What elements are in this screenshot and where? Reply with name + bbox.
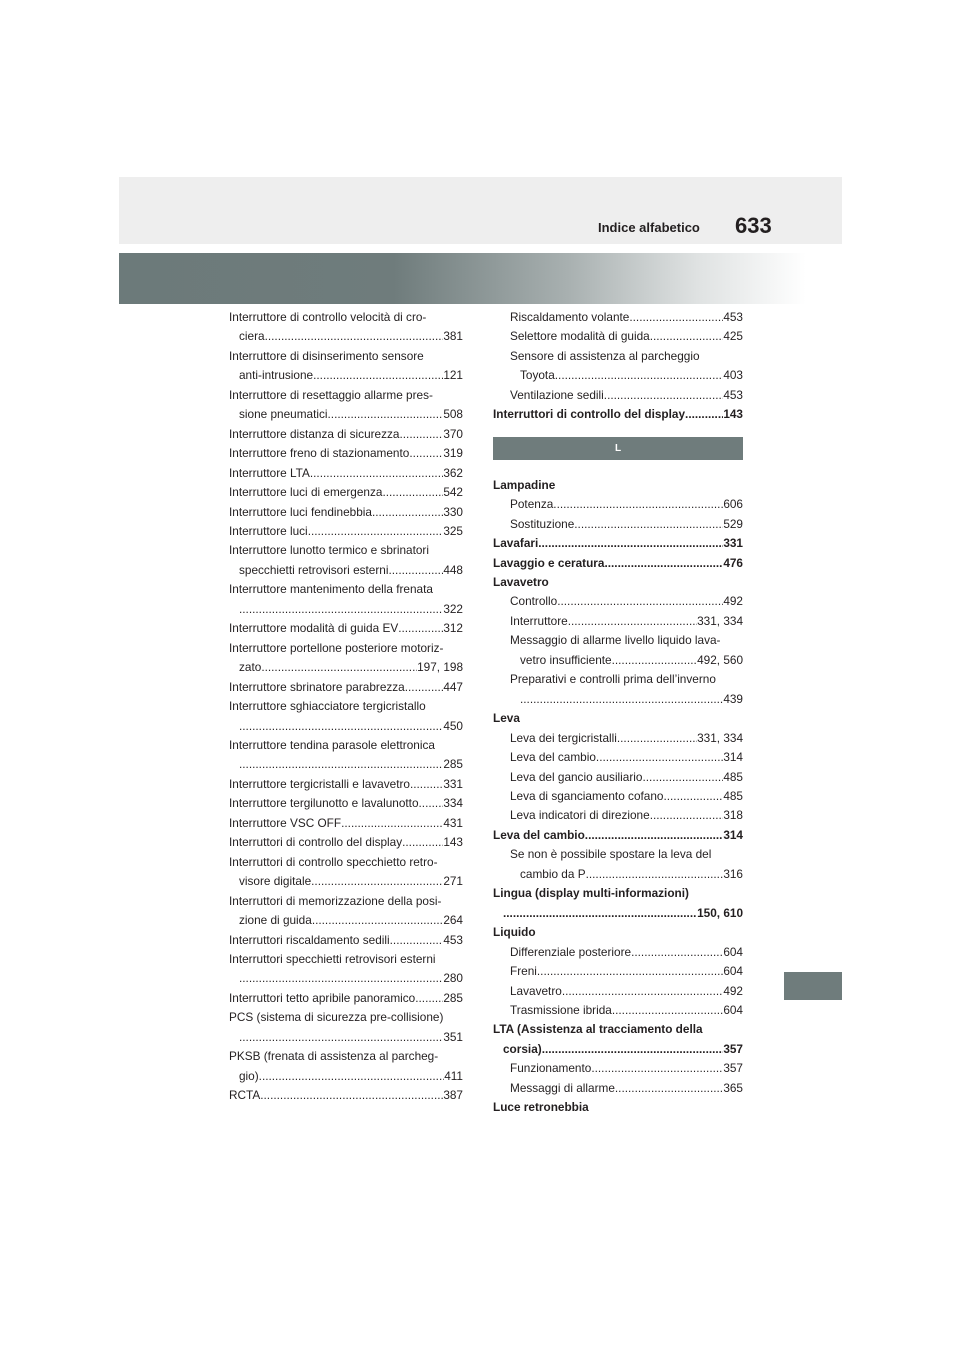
page-ref: 387 [443, 1088, 463, 1103]
page-ref: 529 [723, 516, 743, 531]
page-ref: 604 [723, 1002, 743, 1017]
index-column-right [493, 308, 743, 1118]
page-ref: 450 [443, 718, 463, 733]
header-band [119, 177, 842, 244]
index-entry[interactable]: Riscaldamento volante ..... 453 [493, 308, 743, 327]
page-ref: 476 [723, 555, 743, 570]
page-ref: 197, 198 [417, 660, 463, 675]
index-entry[interactable]: Leva dei tergicristalli ..... 331, 334 [493, 729, 743, 748]
index-entry[interactable]: Interruttori tetto apribile panoramico ..... 285 [229, 989, 463, 1008]
index-entry[interactable]: Interruttore lunotto termico e sbrinatori specchietti retrovisori esterni ..... 448 [229, 541, 463, 580]
index-entry[interactable]: Ventilazione sedili ..... 453 [493, 386, 743, 405]
page-ref: 331 [443, 776, 463, 791]
page-ref: 280 [443, 971, 463, 986]
header-gradient-bar [119, 253, 842, 304]
index-entry[interactable]: Lavavetro ..... 492 [493, 982, 743, 1001]
index-column-left [229, 308, 463, 1106]
index-entry[interactable]: Interruttore tendina parasole elettronica ..... 285 [229, 736, 463, 775]
index-entry[interactable]: Trasmissione ibrida ..... 604 [493, 1001, 743, 1020]
page-ref: 365 [723, 1080, 743, 1095]
page-ref: 285 [443, 990, 463, 1005]
index-entry[interactable]: Interruttori di controllo del display ..... 143 [493, 405, 743, 424]
index-entry[interactable]: Leva del cambio ..... 314 [493, 826, 743, 845]
page-ref: 492 [723, 983, 743, 998]
page-ref: 370 [443, 426, 463, 441]
index-entry[interactable]: Interruttore di resettaggio allarme pres- sione pneumatici ..... 508 [229, 386, 463, 425]
letter-heading: L [493, 437, 743, 460]
page-ref: 453 [723, 387, 743, 402]
page-ref: 362 [443, 465, 463, 480]
page-ref: 264 [443, 913, 463, 928]
index-entry[interactable]: Interruttore luci di emergenza ..... 542 [229, 483, 463, 502]
page-ref: 331, 334 [697, 730, 743, 745]
index-entry[interactable]: Lingua (display multi-informazioni) ..... 150, 610 [493, 884, 743, 923]
index-entry[interactable]: Freni ..... 604 [493, 962, 743, 981]
index-entry[interactable]: Selettore modalità di guida ..... 425 [493, 327, 743, 346]
index-entry[interactable]: Controllo ..... 492 [493, 592, 743, 611]
section-title: Indice alfabetico [598, 220, 700, 235]
index-entry[interactable]: Leva indicatori di direzione ..... 318 [493, 806, 743, 825]
page-ref: 447 [443, 679, 463, 694]
index-entry[interactable]: Leva di sganciamento cofano ..... 485 [493, 787, 743, 806]
page-ref: 325 [443, 523, 463, 538]
page-ref: 314 [723, 750, 743, 765]
index-heading: Luce retronebbia [493, 1100, 589, 1115]
index-entry[interactable]: Interruttori di controllo specchietto retro- visore digitale ..... 271 [229, 853, 463, 892]
index-entry[interactable]: Potenza ..... 606 [493, 495, 743, 514]
index-entry[interactable]: Sensore di assistenza al parcheggio Toyota ..... 403 [493, 347, 743, 386]
page-ref: 312 [443, 621, 463, 636]
page-ref: 331 [723, 536, 743, 551]
page-ref: 318 [723, 808, 743, 823]
page-ref: 453 [723, 310, 743, 324]
page-ref: 492 [723, 594, 743, 609]
section-thumb-tab [784, 972, 842, 1000]
index-entry[interactable]: Funzionamento ..... 357 [493, 1059, 743, 1078]
index-entry[interactable]: Interruttore luci ..... 325 [229, 522, 463, 541]
index-heading: Lavavetro [493, 574, 549, 589]
index-entry[interactable]: Interruttore di controllo velocità di cro- ciera ..... 381 [229, 308, 463, 347]
page-ref: 357 [723, 1041, 743, 1056]
page-ref: 143 [443, 835, 463, 850]
index-entry[interactable]: Interruttore VSC OFF ..... 431 [229, 814, 463, 833]
index-entry[interactable]: Interruttore tergilunotto e lavalunotto ..... 334 [229, 794, 463, 813]
index-heading: Leva [493, 711, 520, 726]
index-entry[interactable]: LTA (Assistenza al tracciamento della corsia) ..... 357 [493, 1020, 743, 1059]
index-entry[interactable]: PCS (sistema di sicurezza pre-collisione) ..... 351 [229, 1008, 463, 1047]
page-ref: 604 [723, 964, 743, 979]
index-entry[interactable]: Leva del cambio ..... 314 [493, 748, 743, 767]
index-entry[interactable]: PKSB (frenata di assistenza al parcheg- gio) ..... 411 [229, 1047, 463, 1086]
page-ref: 314 [723, 827, 743, 842]
index-entry[interactable]: Interruttore distanza di sicurezza ..... 370 [229, 425, 463, 444]
page-ref: 453 [443, 932, 463, 947]
page-ref: 542 [443, 485, 463, 500]
index-entry[interactable]: Lavaggio e ceratura ..... 476 [493, 554, 743, 573]
page-ref: 334 [443, 796, 463, 811]
index-entry[interactable]: Interruttori di controllo del display ..... 143 [229, 833, 463, 852]
index-entry[interactable]: Interruttore sghiacciatore tergicristallo ..... 450 [229, 697, 463, 736]
page-ref: 425 [723, 329, 743, 344]
index-entry[interactable]: Messaggi di allarme ..... 365 [493, 1079, 743, 1098]
page-ref: 357 [723, 1061, 743, 1076]
page-number: 633 [735, 213, 772, 238]
index-entry[interactable]: Leva del gancio ausiliario ..... 485 [493, 768, 743, 787]
index-entry[interactable]: Differenziale posteriore ..... 604 [493, 943, 743, 962]
page-ref: 508 [443, 407, 463, 422]
page-ref: 485 [723, 769, 743, 784]
page-ref: 606 [723, 497, 743, 512]
page-ref: 330 [443, 504, 463, 519]
page-ref: 403 [723, 368, 743, 383]
index-entry[interactable]: Interruttori di memorizzazione della posi- zione di guida ..... 264 [229, 892, 463, 931]
page-ref: 351 [443, 1029, 463, 1044]
page-ref: 319 [443, 446, 463, 461]
index-entry[interactable]: Preparativi e controlli prima dell’inverno ..... 439 [493, 670, 743, 709]
index-entry[interactable]: Interruttore modalità di guida EV ..... 312 [229, 619, 463, 638]
page-ref: 285 [443, 757, 463, 772]
index-entry[interactable]: Interruttore ..... 331, 334 [493, 612, 743, 631]
page-ref: 492, 560 [697, 652, 743, 667]
page-ref: 448 [443, 562, 463, 577]
page-ref: 439 [723, 691, 743, 706]
page-ref: 381 [443, 329, 463, 344]
index-entry[interactable]: Interruttore sbrinatore parabrezza ..... 447 [229, 678, 463, 697]
index-entry[interactable]: Messaggio di allarme livello liquido lava- vetro insufficiente ..... 492, 560 [493, 631, 743, 670]
index-entry[interactable]: Interruttore LTA ..... 362 [229, 464, 463, 483]
page-ref: 331, 334 [697, 613, 743, 628]
page-ref: 431 [443, 815, 463, 830]
page-ref: 271 [443, 874, 463, 889]
page-ref: 411 [444, 1068, 463, 1083]
index-entry[interactable]: Interruttore portellone posteriore motoriz- zato ..... 197, 198 [229, 639, 463, 678]
index-entry[interactable]: Lavafari ..... 331 [493, 534, 743, 553]
index-entry[interactable]: RCTA ..... 387 [229, 1086, 463, 1105]
page-ref: 316 [723, 866, 743, 881]
index-entry[interactable]: Se non è possibile spostare la leva del cambio da P ..... 316 [493, 845, 743, 884]
index-entry[interactable]: Interruttore di disinserimento sensore anti-intrusione ..... 121 [229, 347, 463, 386]
index-entry[interactable]: Sostituzione ..... 529 [493, 515, 743, 534]
index-entry[interactable]: Interruttore luci fendinebbia ..... 330 [229, 503, 463, 522]
index-entry[interactable]: Interruttore freno di stazionamento ..... 319 [229, 444, 463, 463]
page-ref: 150, 610 [697, 905, 743, 920]
index-entry[interactable]: Interruttore mantenimento della frenata ..... 322 [229, 580, 463, 619]
index-heading: Lampadine [493, 477, 556, 492]
page-ref: 121 [443, 368, 463, 383]
index-entry[interactable]: Interruttori riscaldamento sedili ..... 453 [229, 931, 463, 950]
page-ref: 322 [443, 601, 463, 616]
index-entry[interactable]: Interruttore tergicristalli e lavavetro ..... 331 [229, 775, 463, 794]
page-ref: 485 [723, 788, 743, 803]
page-ref: 604 [723, 944, 743, 959]
index-heading: Liquido [493, 925, 536, 940]
index-entry[interactable]: Interruttori specchietti retrovisori esterni ..... 280 [229, 950, 463, 989]
page-ref: 143 [723, 407, 743, 422]
